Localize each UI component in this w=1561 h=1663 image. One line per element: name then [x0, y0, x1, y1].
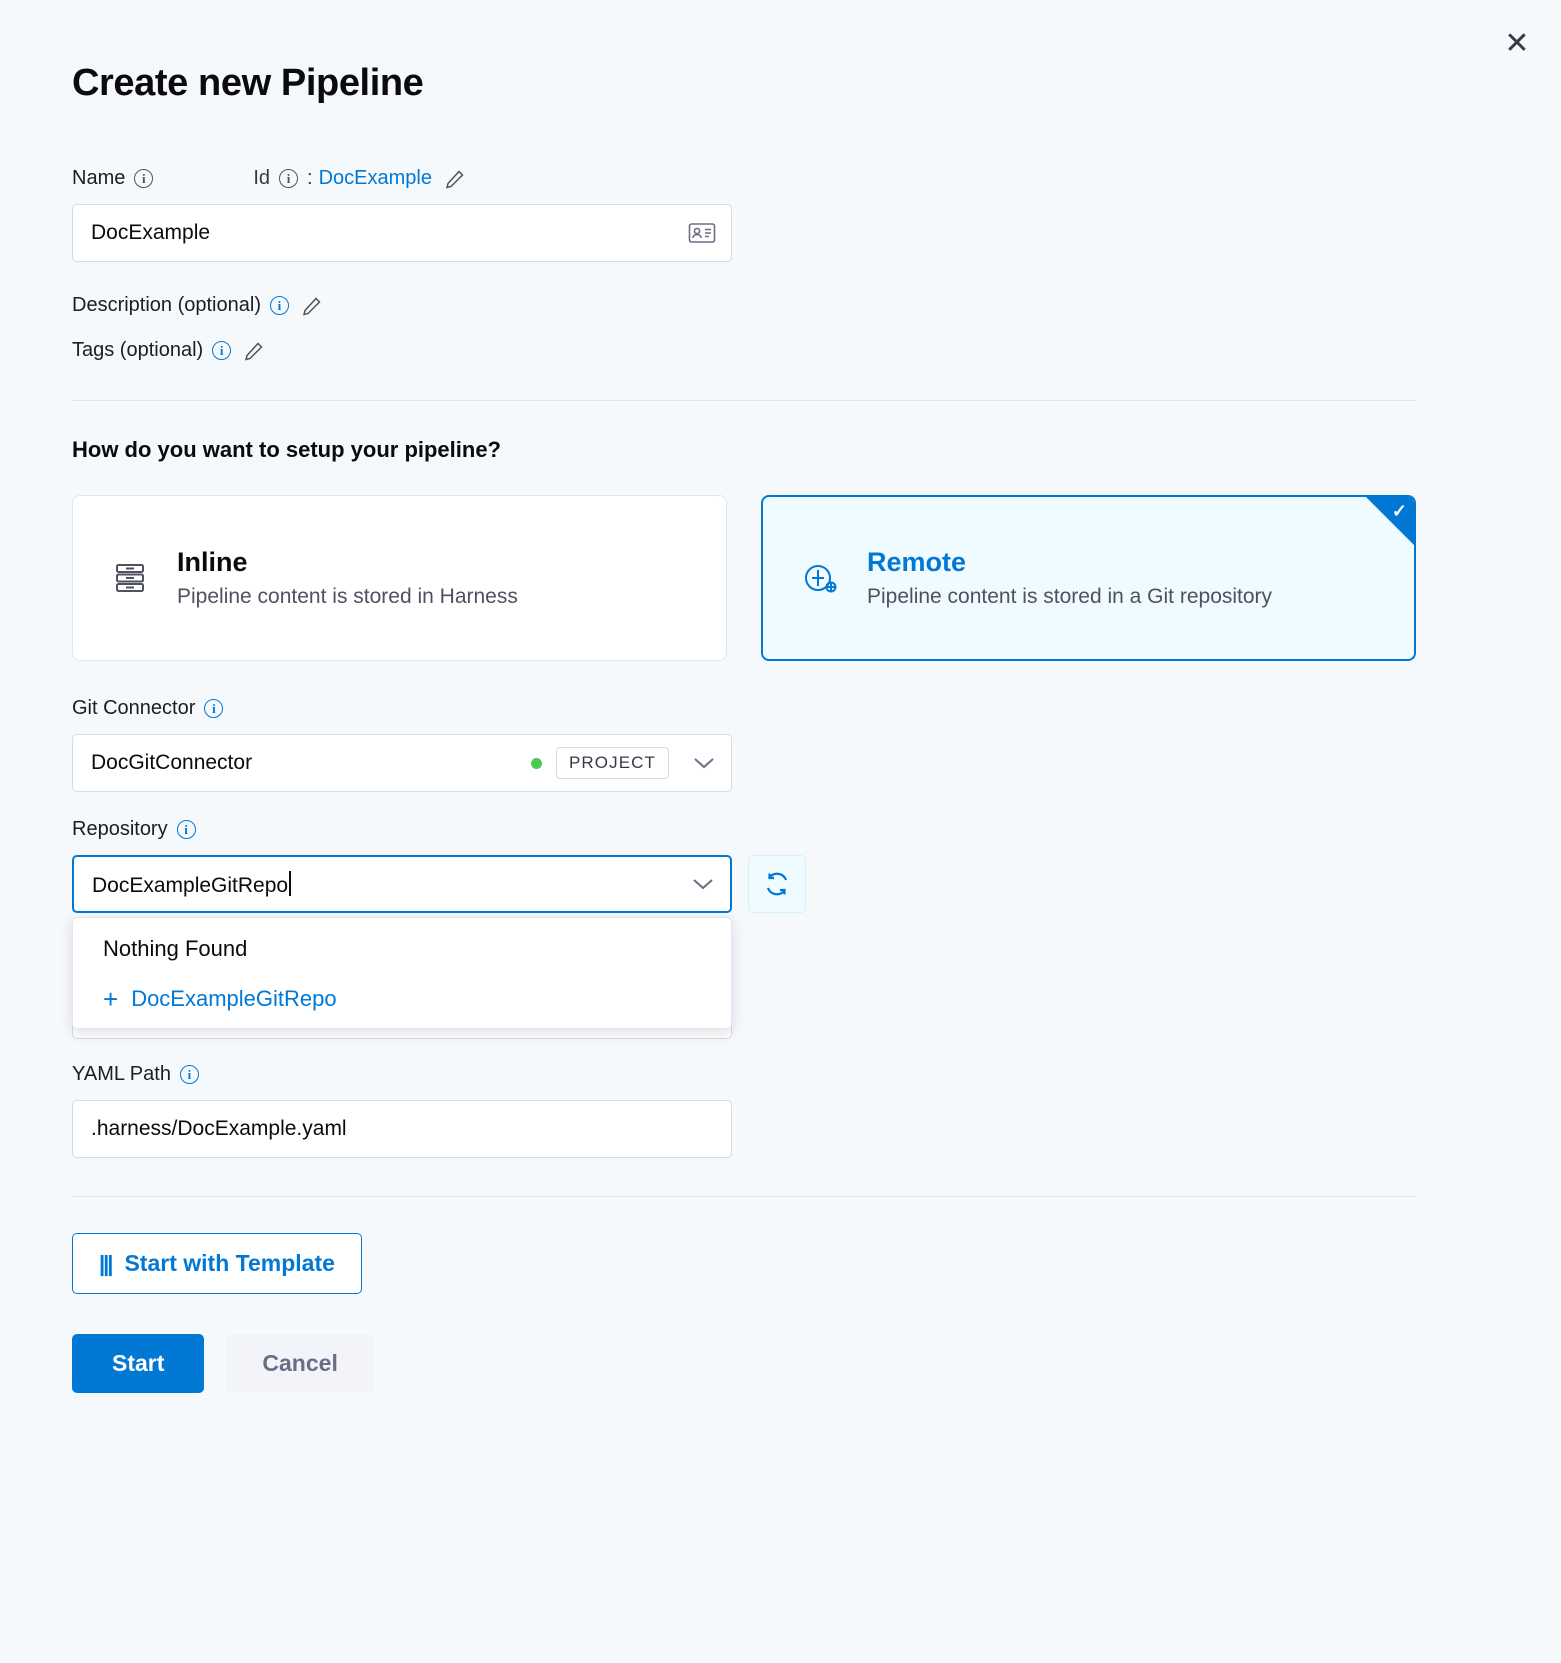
- yaml-path-label: YAML Path: [72, 1063, 171, 1085]
- modal-footer: [72, 1334, 1489, 1443]
- template-icon: |||: [99, 1250, 112, 1276]
- info-icon[interactable]: i: [212, 341, 231, 360]
- divider: [72, 400, 1417, 401]
- name-label: Name: [72, 167, 126, 189]
- identifier-icon[interactable]: [687, 220, 717, 246]
- info-icon[interactable]: i: [134, 169, 153, 188]
- divider: [72, 1196, 1417, 1197]
- yaml-path-input[interactable]: [72, 1100, 732, 1158]
- pipeline-id-row: [253, 167, 465, 190]
- chevron-down-icon[interactable]: [676, 857, 730, 911]
- cancel-button[interactable]: Cancel: [226, 1334, 373, 1393]
- yaml-path-label-row: [72, 1063, 1489, 1086]
- tags-row: [72, 339, 1489, 362]
- setup-card-inline[interactable]: [72, 495, 727, 661]
- repository-label-row: [72, 818, 1489, 841]
- repository-label: Repository: [72, 818, 168, 840]
- description-label: Description (optional): [72, 294, 261, 316]
- dropdown-empty-item: Nothing Found: [103, 936, 248, 961]
- connector-status-dot: [531, 758, 542, 769]
- check-icon: ✓: [1391, 501, 1407, 521]
- info-icon[interactable]: i: [180, 1065, 199, 1084]
- close-icon[interactable]: ✕: [1495, 22, 1539, 66]
- setup-card-inline-text: [177, 547, 518, 609]
- connector-scope-badge: PROJECT: [556, 747, 669, 779]
- info-icon[interactable]: i: [270, 296, 289, 315]
- yaml-path-value: .harness/DocExample.yaml: [91, 1117, 347, 1140]
- page-title: Create new Pipeline: [72, 62, 424, 104]
- repository-dropdown: [72, 917, 732, 1029]
- name-input[interactable]: [72, 204, 732, 262]
- start-button[interactable]: Start: [72, 1334, 204, 1393]
- git-connector-select[interactable]: [72, 734, 732, 792]
- setup-card-remote-text: [867, 547, 1272, 609]
- edit-description-pencil-icon[interactable]: [302, 296, 322, 316]
- database-icon: [107, 555, 153, 601]
- setup-section-heading: How do you want to setup your pipeline?: [72, 437, 501, 462]
- git-connector-label-row: [72, 697, 1489, 720]
- dropdown-add-label: DocExampleGitRepo: [131, 986, 337, 1011]
- repository-input[interactable]: [72, 855, 732, 913]
- git-remote-icon: [797, 555, 843, 601]
- git-connector-label: Git Connector: [72, 697, 196, 719]
- description-row: [72, 294, 1489, 317]
- refresh-icon[interactable]: [748, 855, 806, 913]
- id-separator: :: [307, 167, 313, 189]
- setup-card-remote-subtitle: Pipeline content is stored in a Git repository: [867, 585, 1273, 608]
- edit-id-pencil-icon[interactable]: [445, 169, 465, 189]
- setup-card-remote[interactable]: [761, 495, 1416, 661]
- dropdown-add-item[interactable]: [73, 974, 731, 1024]
- plus-icon: +: [103, 984, 119, 1014]
- setup-option-cards: [72, 495, 1489, 661]
- name-input-value: DocExample: [91, 221, 211, 244]
- repository-value: DocExampleGitRepo: [92, 871, 676, 898]
- tags-label: Tags (optional): [72, 339, 204, 361]
- id-value: DocExample: [318, 167, 432, 189]
- git-connector-value: DocGitConnector: [91, 751, 253, 774]
- info-icon[interactable]: i: [279, 169, 298, 188]
- start-with-template-label: Start with Template: [124, 1250, 335, 1276]
- edit-tags-pencil-icon[interactable]: [244, 341, 264, 361]
- info-icon[interactable]: i: [177, 820, 196, 839]
- name-label-row: [72, 167, 1489, 190]
- info-icon[interactable]: i: [204, 699, 223, 718]
- setup-card-inline-subtitle: Pipeline content is stored in Harness: [177, 585, 518, 608]
- id-label: Id: [253, 167, 271, 189]
- start-with-template-button[interactable]: [72, 1233, 362, 1294]
- setup-card-inline-title: Inline: [177, 547, 248, 577]
- chevron-down-icon[interactable]: [677, 735, 731, 791]
- setup-card-remote-title: Remote: [867, 547, 967, 577]
- repository-row: [72, 855, 1489, 913]
